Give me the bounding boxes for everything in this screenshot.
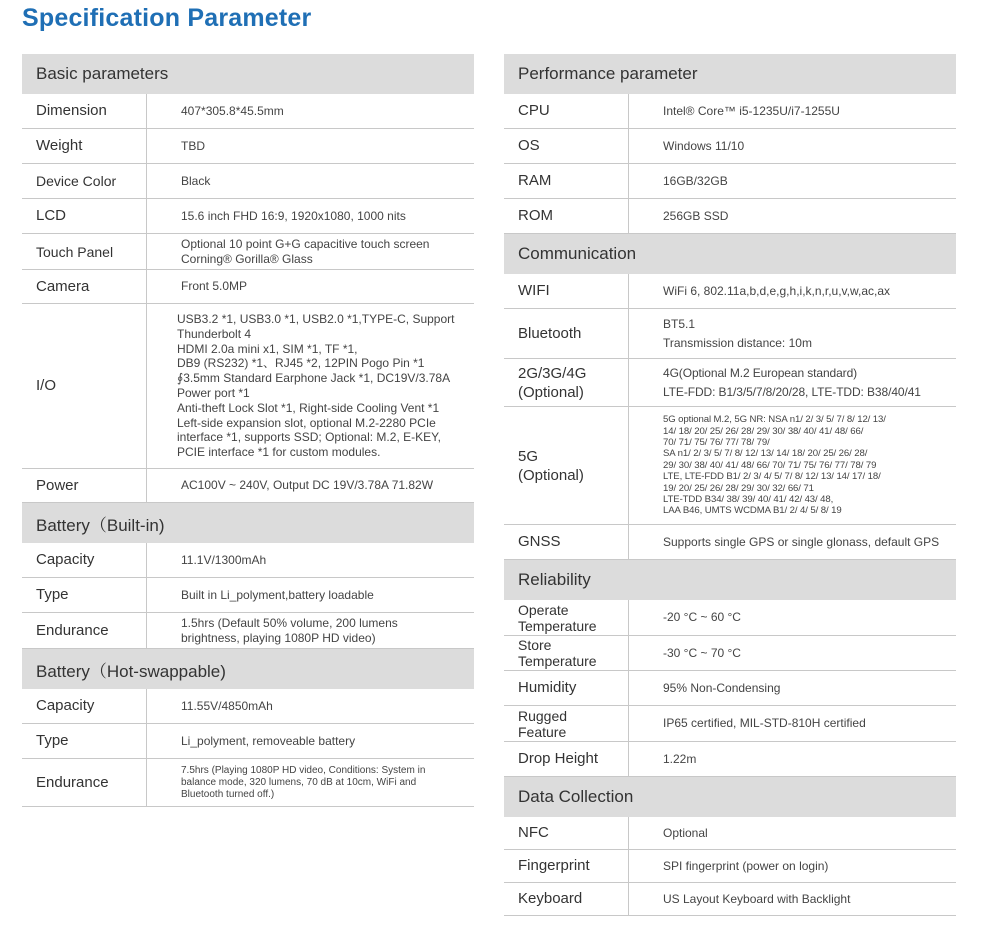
spec-value: 5G optional M.2, 5G NR: NSA n1/ 2/ 3/ 5/ 7/ 8/ 12/ 13/ 14/ 18/ 20/ 25/ 26/ 28/ 29/ 30/ 38/ 40/ 41/ 48/ 66/ 70/ 71/ 75/ 76/ 77/ 78/ 79/ SA n1/ 2/ 3/ 5/ 7/ 8/ 12/ 13/ 14/ 18/ 20/ 25/ 26/ 28/ 29/ 30/ 38/ 40/ 41/ 48/ 66/ 70/ 71/ 75/ 76/ 77/ 78/ 79 LTE, LTE-FDD B1/ 2/ 3/ 4/ 5/ 7/ 8/ 12/ 13/ 14/ 17/ 18/ 19/ 20/ 25/ 26/ 28/ 29/ 30/ 32/ 66/ 71 LTE-TDD B34/ 38/ 39/ 40/ 41/ 42/ 43/ 48, LAA B46, UMTS WCDMA B1/ 2/ 4/ 5/ 8/ 19 xyxy=(663,414,886,517)
spec-value: SPI fingerprint (power on login) xyxy=(663,858,829,873)
spec-label: Capacity xyxy=(22,689,147,723)
spec-label: Weight xyxy=(22,129,147,163)
spec-row-os xyxy=(504,129,956,164)
page-title: Specification Parameter xyxy=(22,4,312,32)
section-heading-basic: Basic parameters xyxy=(22,54,474,94)
spec-row-cpu xyxy=(504,94,956,129)
spec-row-endurance xyxy=(22,613,474,649)
section-heading-performance: Performance parameter xyxy=(504,54,956,94)
spec-value: Front 5.0MP xyxy=(181,279,248,293)
spec-label: Rugged Feature xyxy=(504,706,629,741)
spec-value: Built in Li_polyment,battery loadable xyxy=(181,587,374,602)
spec-value: -30 °C ~ 70 °C xyxy=(663,645,741,660)
spec-label: Type xyxy=(22,578,147,612)
spec-row-store-temperature xyxy=(504,636,956,671)
spec-row-capacity xyxy=(22,543,474,578)
left-spec-column xyxy=(22,54,474,807)
spec-label: Bluetooth xyxy=(504,309,629,358)
spec-row-gnss xyxy=(504,525,956,560)
spec-row-endurance xyxy=(22,759,474,807)
spec-value: TBD xyxy=(181,138,205,153)
spec-row-keyboard xyxy=(504,883,956,916)
spec-row-type xyxy=(22,724,474,759)
spec-row-power xyxy=(22,469,474,503)
spec-value: 11.55V/4850mAh xyxy=(181,698,273,713)
spec-label: 5G (Optional) xyxy=(504,407,629,524)
spec-value: WiFi 6, 802.11a,b,d,e,g,h,i,k,n,r,u,v,w,ac,ax xyxy=(663,283,891,298)
spec-label: 2G/3G/4G (Optional) xyxy=(504,359,629,406)
spec-value: 95% Non-Condensing xyxy=(663,680,781,695)
spec-label: OS xyxy=(504,129,629,163)
section-heading-battery-hot-swappable: Battery（Hot-swappable) xyxy=(22,649,474,689)
section-heading-communication: Communication xyxy=(504,234,956,274)
spec-row-drop-height xyxy=(504,742,956,777)
section-heading-battery-built-in: Battery（Built-in) xyxy=(22,503,474,543)
spec-row-wifi xyxy=(504,274,956,309)
spec-value: 4G(Optional M.2 European standard) LTE-FDD: B1/3/5/7/8/20/28, LTE-TDD: B38/40/41 xyxy=(663,365,921,399)
spec-label: Power xyxy=(22,469,147,502)
spec-label: ROM xyxy=(504,199,629,233)
section-heading-data-collection: Data Collection xyxy=(504,777,956,817)
spec-value: -20 °C ~ 60 °C xyxy=(663,610,741,624)
spec-row-5g xyxy=(504,407,956,525)
spec-row-dimension xyxy=(22,94,474,129)
spec-row-camera xyxy=(22,270,474,304)
spec-row-weight xyxy=(22,129,474,164)
spec-label: RAM xyxy=(504,164,629,198)
section-heading-reliability: Reliability xyxy=(504,560,956,600)
spec-label: Store Temperature xyxy=(504,636,629,670)
spec-row-ram xyxy=(504,164,956,199)
spec-row-fingerprint xyxy=(504,850,956,883)
spec-label: Camera xyxy=(22,270,147,303)
spec-value: Optional xyxy=(663,825,708,840)
spec-value: 15.6 inch FHD 16:9, 1920x1080, 1000 nits xyxy=(181,208,406,223)
spec-value: Black xyxy=(181,173,211,188)
spec-value: US Layout Keyboard with Backlight xyxy=(663,891,851,906)
spec-value: USB3.2 *1, USB3.0 *1, USB2.0 *1,TYPE-C, Support Thunderbolt 4 HDMI 2.0a mini x1, SIM *1, TF *1, DB9 (RS232) *1、RJ45 *2, 12PIN Pogo Pin *1 ∮3.5mm Standard Earphone Jack *1, DC19V/3.78A Power port *1 Anti-theft Lock Slot *1, Right-side Cooling Vent *1 Left-side expansion slot, optional M.2-2280 PCIe interface *1, supports SSD; Optional: M.2, E-KEY, PCIE interface *1 for custom modules. xyxy=(177,312,455,460)
spec-label: Keyboard xyxy=(504,883,629,915)
spec-label: Capacity xyxy=(22,543,147,577)
spec-row-capacity xyxy=(22,689,474,724)
spec-label: Dimension xyxy=(22,94,147,128)
spec-value: Optional 10 point G+G capacitive touch screen Corning® Gorilla® Glass xyxy=(181,236,430,266)
spec-label: Endurance xyxy=(22,613,147,648)
spec-value: 16GB/32GB xyxy=(663,173,728,188)
spec-label: LCD xyxy=(22,199,147,233)
spec-row-rom xyxy=(504,199,956,234)
spec-value: Supports single GPS or single glonass, default GPS xyxy=(663,534,940,549)
spec-label: GNSS xyxy=(504,525,629,559)
spec-row-2g3g4g xyxy=(504,359,956,407)
spec-label: Operate Temperature xyxy=(504,600,629,635)
spec-label: Type xyxy=(22,724,147,758)
spec-value: 11.1V/1300mAh xyxy=(181,552,267,567)
spec-row-rugged-feature xyxy=(504,706,956,742)
spec-value: AC100V ~ 240V, Output DC 19V/3.78A 71.82W xyxy=(181,478,434,492)
spec-row-operate-temperature xyxy=(504,600,956,636)
spec-value: 256GB SSD xyxy=(663,208,729,223)
spec-label: Humidity xyxy=(504,671,629,705)
spec-label: CPU xyxy=(504,94,629,128)
spec-row-humidity xyxy=(504,671,956,706)
spec-row-device-color xyxy=(22,164,474,199)
spec-value: Li_polyment, removeable battery xyxy=(181,733,356,748)
spec-label: WIFI xyxy=(504,274,629,308)
spec-label: Touch Panel xyxy=(22,234,147,269)
spec-row-type xyxy=(22,578,474,613)
spec-label: Drop Height xyxy=(504,742,629,776)
spec-label: NFC xyxy=(504,817,629,849)
spec-value: 407*305.8*45.5mm xyxy=(181,103,284,118)
spec-value: 1.5hrs (Default 50% volume, 200 lumens brightness, playing 1080P HD video) xyxy=(181,615,398,645)
spec-row-touch-panel xyxy=(22,234,474,270)
spec-value: 1.22m xyxy=(663,751,697,766)
right-spec-column xyxy=(504,54,956,916)
spec-value: Intel® Core™ i5-1235U/i7-1255U xyxy=(663,103,840,118)
spec-value: BT5.1 Transmission distance: 10m xyxy=(663,316,812,350)
spec-row-bluetooth xyxy=(504,309,956,359)
spec-label: Fingerprint xyxy=(504,850,629,882)
spec-label: Endurance xyxy=(22,759,147,806)
spec-value: 7.5hrs (Playing 1080P HD video, Conditions: System in balance mode, 320 lumens, 70 dB at 10cm, WiFi and Bluetooth turned off.) xyxy=(181,764,426,800)
spec-row-io xyxy=(22,304,474,469)
spec-row-nfc xyxy=(504,817,956,850)
spec-value: Windows 11/10 xyxy=(663,138,745,153)
spec-row-lcd xyxy=(22,199,474,234)
spec-label: Device Color xyxy=(22,164,147,198)
spec-label: I/O xyxy=(22,304,147,468)
spec-value: IP65 certified, MIL-STD-810H certified xyxy=(663,716,866,730)
